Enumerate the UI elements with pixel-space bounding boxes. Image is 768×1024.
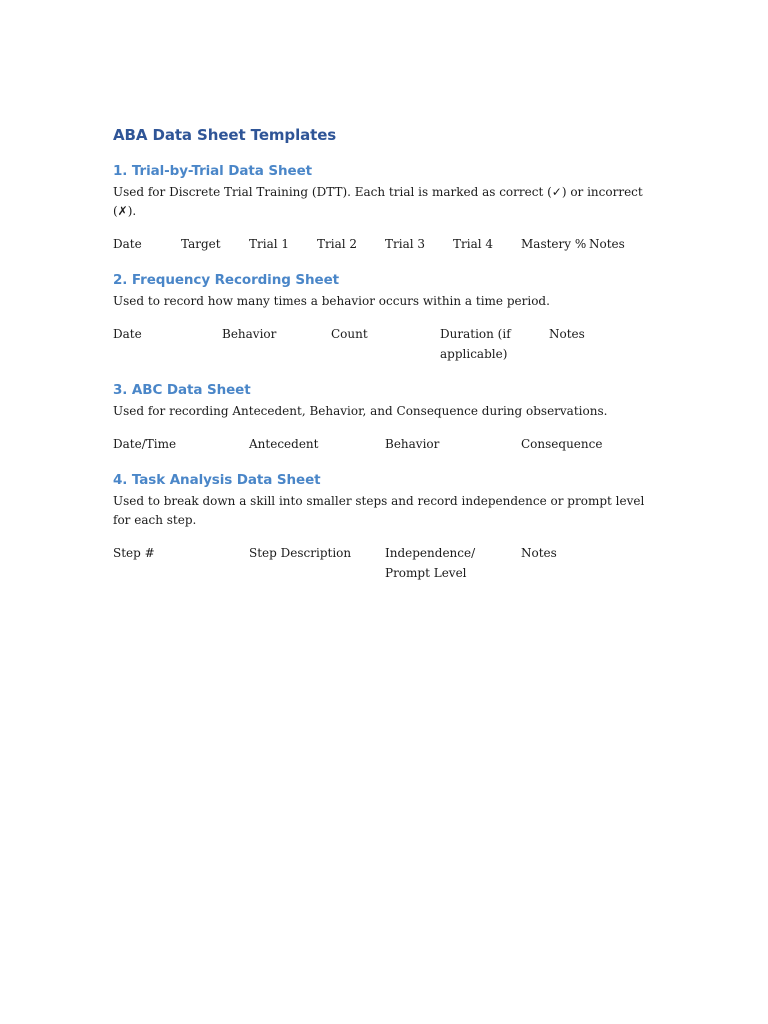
- section-description: Used for recording Antecedent, Behavior, and Consequence during observations.: [113, 404, 608, 418]
- document-body: [113, 124, 658, 583]
- section-description: Used to record how many times a behavior occurs within a time period.: [113, 294, 550, 308]
- column-header: Trial 2: [317, 237, 358, 251]
- table-header-row: [113, 234, 658, 254]
- column-header: Duration (if applicable): [440, 327, 511, 361]
- section-frequency-recording: [113, 270, 658, 364]
- section-heading: 3. ABC Data Sheet: [113, 382, 251, 398]
- column-header: Step Description: [249, 546, 352, 560]
- section-description: Used for Discrete Trial Training (DTT). Each trial is marked as correct (✓) or incorrect (✗).: [113, 185, 643, 218]
- column-header: Date: [113, 327, 142, 341]
- section-heading: 1. Trial-by-Trial Data Sheet: [113, 163, 312, 179]
- section-heading: 2. Frequency Recording Sheet: [113, 272, 339, 288]
- document-title: ABA Data Sheet Templates: [113, 126, 337, 144]
- column-header: Independence/ Prompt Level: [385, 546, 476, 580]
- column-header: Mastery %: [521, 237, 587, 251]
- section-heading: 4. Task Analysis Data Sheet: [113, 472, 321, 488]
- table-header-row: [113, 324, 658, 364]
- column-header: Date/Time: [113, 437, 177, 451]
- column-header: Consequence: [521, 437, 603, 451]
- column-header: Trial 1: [249, 237, 290, 251]
- section-abc-data: [113, 380, 658, 454]
- section-trial-by-trial: [113, 161, 658, 254]
- column-header: Trial 4: [453, 237, 494, 251]
- table-header-row: [113, 543, 658, 583]
- column-header: Notes: [521, 546, 557, 560]
- section-description: Used to break down a skill into smaller steps and record independence or prompt level for each step.: [113, 494, 645, 527]
- column-header: Notes: [549, 327, 585, 341]
- column-header: Target: [181, 237, 221, 251]
- column-header: Antecedent: [249, 437, 319, 451]
- column-header: Trial 3: [385, 237, 426, 251]
- table-header-row: [113, 434, 658, 454]
- column-header: Behavior: [385, 437, 440, 451]
- column-header: Step #: [113, 546, 155, 560]
- column-header: Count: [331, 327, 368, 341]
- column-header: Date: [113, 237, 142, 251]
- section-task-analysis: [113, 470, 658, 583]
- column-header: Notes: [589, 237, 625, 251]
- column-header: Behavior: [222, 327, 277, 341]
